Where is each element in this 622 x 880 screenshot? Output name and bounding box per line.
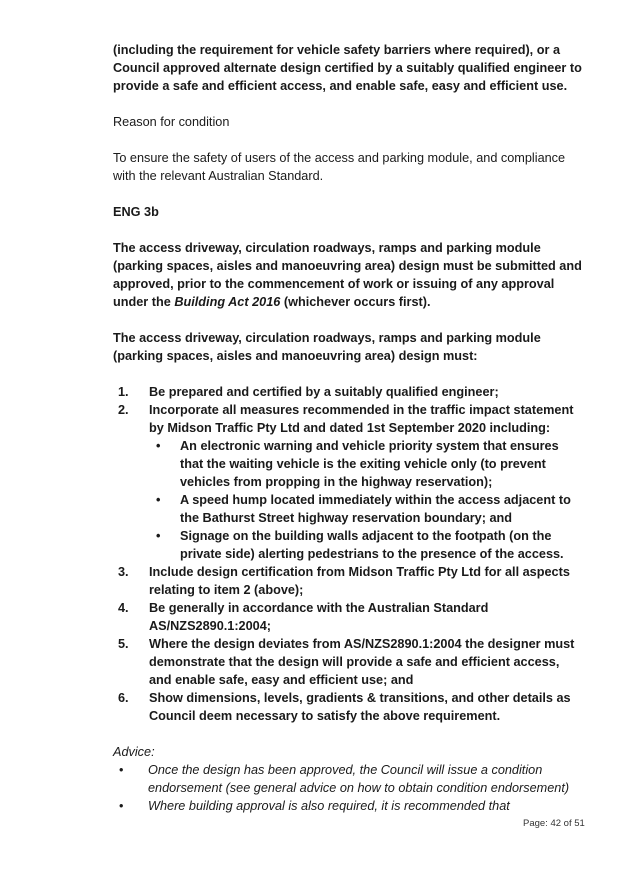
requirements-list xyxy=(113,383,583,725)
page-number: Page: 42 of 51 xyxy=(523,818,585,829)
list-item xyxy=(113,383,583,401)
bullet-icon: • xyxy=(156,529,161,543)
advice-item-text: Where building approval is also required, it is recommended that xyxy=(148,799,510,813)
sublist-item xyxy=(149,437,583,491)
advice-item xyxy=(113,797,583,815)
condition-paragraph-1 xyxy=(113,239,583,311)
reason-heading: Reason for condition xyxy=(113,115,230,129)
bullet-icon: • xyxy=(156,493,161,507)
condition-paragraph-2: The access driveway, circulation roadways, ramps and parking module (parking spaces, aisles and manoeuvring area) design must: xyxy=(113,331,541,363)
bullet-icon: • xyxy=(119,799,124,813)
sublist-item xyxy=(149,491,583,527)
advice-item xyxy=(113,761,583,797)
advice-item-text: Once the design has been approved, the Council will issue a condition endorsement (see general advice on how to obtain condition endorsement) xyxy=(148,763,570,795)
list-item-number: 4. xyxy=(118,601,129,615)
list-item xyxy=(113,689,583,725)
measures-sublist xyxy=(149,437,583,563)
list-item-text: Be prepared and certified by a suitably qualified engineer; xyxy=(149,385,499,399)
list-item-text: Include design certification from Midson Traffic Pty Ltd for all aspects relating to item 2 (above); xyxy=(149,565,570,597)
condition-code: ENG 3b xyxy=(113,205,159,219)
reason-text: To ensure the safety of users of the access and parking module, and compliance with the relevant Australian Standard. xyxy=(113,151,566,183)
list-item-number: 6. xyxy=(118,691,129,705)
list-item xyxy=(113,401,583,563)
sublist-item-text: An electronic warning and vehicle priority system that ensures that the waiting vehicle is the exiting vehicle only (to prevent vehicles from propping in the highway reservation); xyxy=(180,439,559,489)
list-item xyxy=(113,599,583,635)
paragraph-1-start: The access driveway, circulation roadways, ramps and parking module (parking spaces, aisles and manoeuvring area) design must be submitted and approved, prior to the commencement of work or issuing of any approval under the xyxy=(113,241,582,309)
list-item xyxy=(113,635,583,689)
document-body xyxy=(113,41,583,815)
list-item xyxy=(113,563,583,599)
advice-list xyxy=(113,761,583,815)
list-item-number: 2. xyxy=(118,403,129,417)
sublist-item-text: A speed hump located immediately within the access adjacent to the Bathurst Street highway reservation boundary; and xyxy=(180,493,571,525)
advice-heading: Advice: xyxy=(113,745,155,759)
paragraph-1-end: (whichever occurs first). xyxy=(280,295,431,309)
bullet-icon: • xyxy=(156,439,161,453)
sublist-item xyxy=(149,527,583,563)
intro-paragraph: (including the requirement for vehicle safety barriers where required), or a Council approved alternate design certified by a suitably qualified engineer to provide a safe and efficient access, and enable safe, easy and efficient use. xyxy=(113,43,582,93)
list-item-text: Be generally in accordance with the Australian Standard AS/NZS2890.1:2004; xyxy=(149,601,489,633)
list-item-text: Where the design deviates from AS/NZS2890.1:2004 the designer must demonstrate that the design will provide a safe and efficient access, and enable safe, easy and efficient use; and xyxy=(149,637,575,687)
list-item-number: 3. xyxy=(118,565,129,579)
list-item-number: 5. xyxy=(118,637,129,651)
sublist-item-text: Signage on the building walls adjacent to the footpath (on the private side) alerting pedestrians to the presence of the access. xyxy=(180,529,564,561)
list-item-text: Incorporate all measures recommended in the traffic impact statement by Midson Traffic Pty Ltd and dated 1st September 2020 including: xyxy=(149,403,574,435)
list-item-text: Show dimensions, levels, gradients & transitions, and other details as Council deem necessary to satisfy the above requirement. xyxy=(149,691,571,723)
building-act-title: Building Act 2016 xyxy=(174,295,281,309)
list-item-number: 1. xyxy=(118,385,129,399)
bullet-icon: • xyxy=(119,763,124,777)
